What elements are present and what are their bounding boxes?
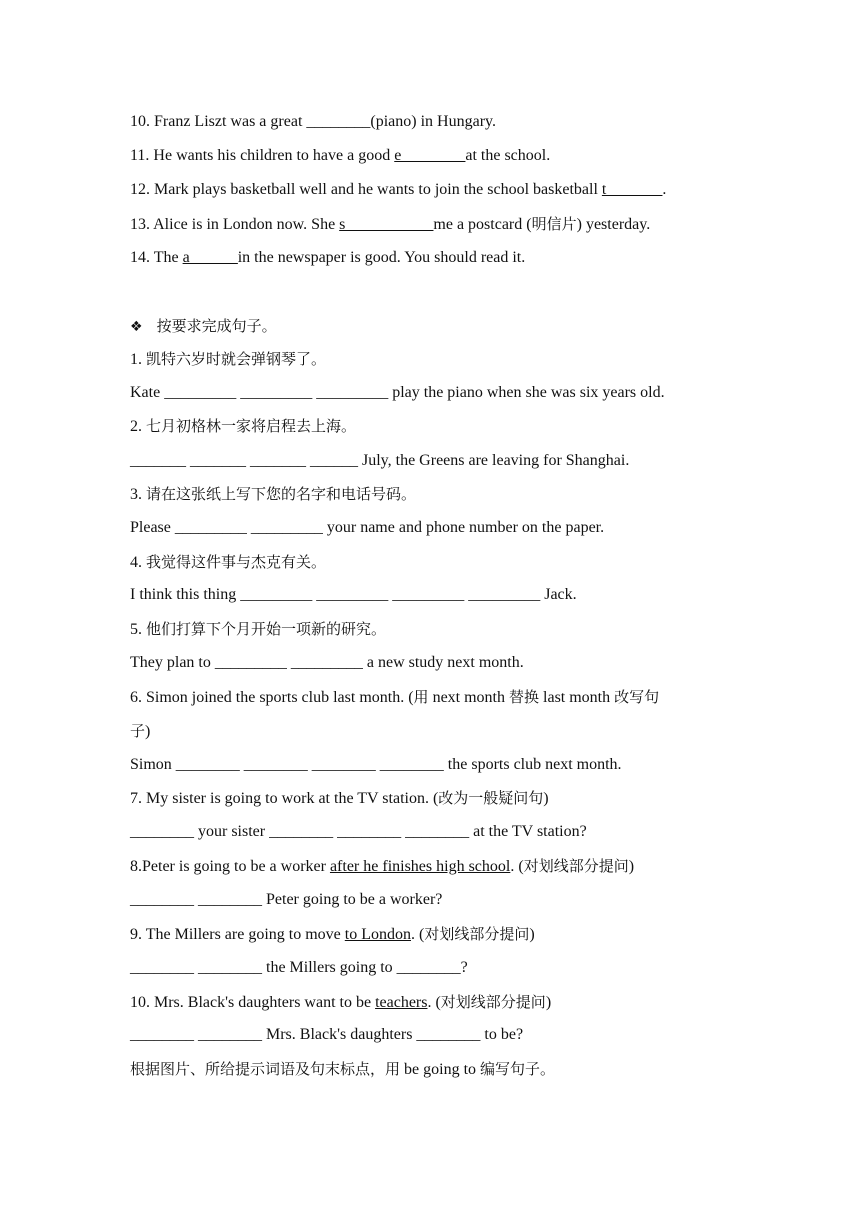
section-heading: [130, 316, 277, 337]
line-text: . (对划线部分提问): [411, 925, 535, 943]
sentence-line-11: [130, 687, 659, 708]
sentence-line-17: [130, 890, 442, 910]
line-text: 4. 我觉得这件事与杰克有关。: [130, 553, 327, 571]
underlined-text: after he finishes high school: [329, 858, 511, 875]
line-text: Simon ________ ________ ________ ________ the sports club next month.: [130, 756, 622, 773]
sentence-line-16: [130, 856, 634, 877]
line-text: ________ ________ Peter going to be a worker?: [130, 891, 443, 908]
fill-blank-line-5: [130, 248, 525, 268]
line-text: Please _________ _________ your name and phone number on the paper.: [130, 519, 605, 536]
sentence-line-12: [130, 721, 150, 742]
line-text: . (对划线部分提问): [510, 857, 635, 875]
sentence-line-20: [130, 992, 551, 1013]
sentence-line-6: [130, 518, 604, 538]
line-text: 10. Mrs. Black's daughters want to be: [130, 994, 376, 1011]
diamond-bullet-icon: ❖: [130, 319, 143, 335]
line-text: at the school.: [465, 147, 551, 164]
sentence-line-5: [130, 484, 416, 505]
line-text: 13. Alice is in London now. She: [130, 216, 340, 233]
line-text: in the newspaper is good. You should read it.: [237, 249, 526, 266]
fill-blank-line-4: [130, 214, 650, 235]
section-heading-text: 按要求完成句子。: [156, 317, 277, 335]
line-text: 10. Franz Liszt was a great ________(piano) in Hungary.: [130, 113, 496, 130]
sentence-line-13: [130, 755, 622, 775]
line-text: . (对划线部分提问): [427, 993, 552, 1011]
line-text: I think this thing _________ _________ _________ _________ Jack.: [130, 586, 577, 603]
line-text: 11. He wants his children to have a good: [130, 147, 395, 164]
line-text: 12. Mark plays basketball well and he wants to join the school basketball: [130, 181, 602, 198]
sentence-line-15: [130, 822, 587, 842]
sentence-line-8: [130, 585, 577, 605]
sentence-line-3: [130, 416, 356, 437]
underlined-text: a______: [182, 249, 238, 266]
line-text: ________ ________ Mrs. Black's daughters ________ to be?: [130, 1026, 524, 1043]
line-text: 9. The Millers are going to move: [130, 926, 345, 943]
line-text: 1. 凯特六岁时就会弹钢琴了。: [130, 350, 327, 368]
line-text: _______ _______ _______ ______ July, the Greens are leaving for Shanghai.: [130, 452, 630, 469]
line-text: 根据图片、所给提示词语及句末标点，用 be going to 编写句子。: [130, 1060, 556, 1078]
underlined-text: e________: [394, 147, 466, 164]
underlined-text: s___________: [339, 216, 434, 233]
line-text: 3. 请在这张纸上写下您的名字和电话号码。: [130, 485, 417, 503]
line-text: 6. Simon joined the sports club last month. (用 next month 替换 last month 改写句: [130, 688, 660, 706]
line-text: ________ ________ the Millers going to ________?: [130, 959, 468, 976]
fill-blank-line-2: [130, 146, 550, 166]
line-text: me a postcard (明信片) yesterday.: [433, 215, 651, 233]
sentence-line-1: [130, 349, 326, 370]
sentence-line-19: [130, 958, 468, 978]
underlined-text: to London: [344, 926, 411, 943]
sentence-line-18: [130, 924, 535, 945]
fill-blank-line-3: [130, 180, 666, 200]
sentence-line-21: [130, 1025, 523, 1045]
line-text: 7. My sister is going to work at the TV station. (改为一般疑问句): [130, 789, 549, 807]
line-text: ________ your sister ________ ________ ________ at the TV station?: [130, 823, 587, 840]
line-text: 子): [130, 722, 151, 740]
sentence-line-22: [130, 1059, 555, 1080]
line-text: .: [662, 181, 667, 198]
underlined-text: t_______: [601, 181, 663, 198]
fill-blank-line-1: [130, 112, 496, 132]
line-text: Kate _________ _________ _________ play the piano when she was six years old.: [130, 384, 665, 401]
line-text: 8.Peter is going to be a worker: [130, 858, 330, 875]
sentence-line-9: [130, 619, 386, 640]
line-text: 2. 七月初格林一家将启程去上海。: [130, 417, 357, 435]
sentence-line-14: [130, 788, 549, 809]
underlined-text: teachers: [375, 994, 428, 1011]
line-text: 14. The: [130, 249, 183, 266]
sentence-line-2: [130, 383, 665, 403]
line-text: 5. 他们打算下个月开始一项新的研究。: [130, 620, 387, 638]
sentence-line-4: [130, 451, 629, 471]
sentence-line-10: [130, 653, 524, 673]
line-text: They plan to _________ _________ a new study next month.: [130, 654, 524, 671]
sentence-line-7: [130, 552, 326, 573]
